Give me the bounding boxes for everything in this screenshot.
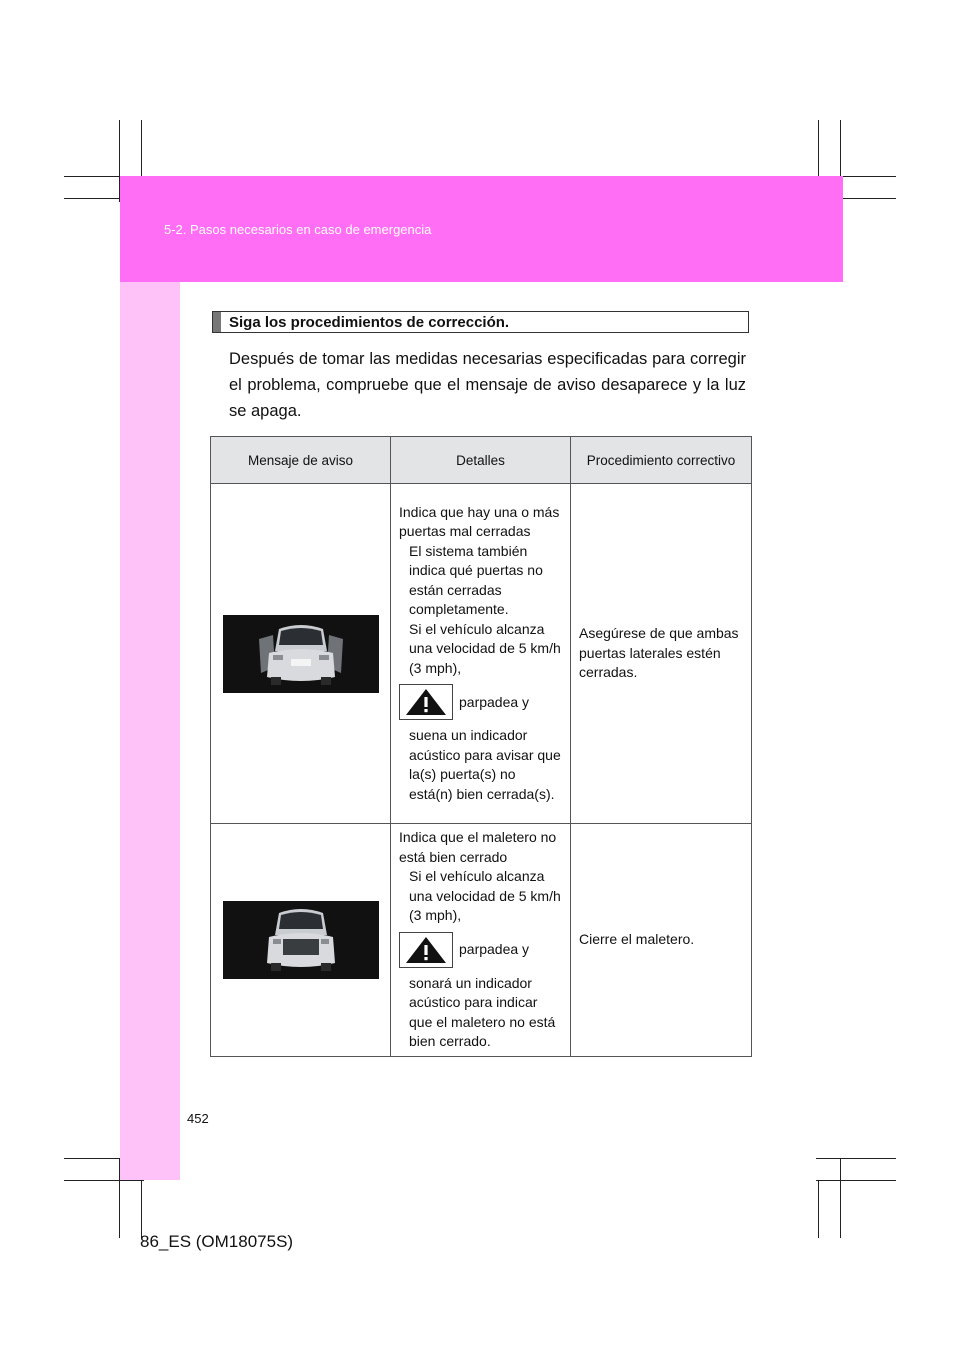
symbol-caption: parpadea y [459, 940, 530, 957]
details-text: Indica que hay una o más puertas mal cerradas [399, 503, 560, 540]
section-path: 5-2. Pasos necesarios en caso de emergencia [164, 222, 432, 237]
document-code: 86_ES (OM18075S) [140, 1232, 294, 1251]
details-cell [391, 484, 571, 824]
table-row [211, 484, 752, 824]
intro-paragraph: Después de tomar las medidas necesarias especificadas para corregir el problema, compruebe que el mensaje de aviso desaparece y la luz se apaga. [229, 350, 746, 420]
car-trunk-open-icon [223, 901, 379, 979]
step-marker [213, 312, 221, 332]
warning-message-cell [211, 824, 391, 1057]
column-header: Mensaje de aviso [211, 437, 391, 484]
warning-message-cell [211, 484, 391, 824]
crop-mark [64, 1180, 144, 1181]
details-note: Si el vehículo alcanza una velocidad de 5 km/h (3 mph), [409, 868, 561, 923]
crop-mark [818, 1180, 819, 1238]
crop-mark [141, 1180, 142, 1238]
details-note: sonará un indicador acústico para indicar que el maletero no está bien cerrado. [409, 974, 556, 1049]
column-header: Procedimiento correctivo [571, 437, 752, 484]
symbol-caption: parpadea y [459, 693, 530, 710]
warning-triangle-icon [399, 932, 453, 968]
side-band [120, 282, 180, 1180]
page-number: 452 [187, 1111, 209, 1126]
details-note: Si el vehículo alcanza una velocidad de 5 km/h (3 mph), [409, 620, 561, 676]
details-note: suena un indicador acústico para avisar que la(s) puerta(s) no está(n) bien cerrada(s). [409, 727, 561, 802]
warning-symbol-row [399, 684, 562, 720]
warning-triangle-icon [399, 684, 453, 720]
details-note: El sistema también indica qué puertas no están cerradas completamente. [409, 542, 543, 618]
step-heading [212, 311, 749, 333]
procedure-cell: Cierre el maletero. [571, 824, 752, 1057]
crop-mark [840, 1158, 841, 1238]
car-doors-open-icon [223, 615, 379, 693]
crop-mark [816, 1158, 896, 1159]
warning-symbol-row [399, 932, 562, 968]
details-text: Indica que el maletero no está bien cerrado [399, 829, 557, 865]
crop-mark [816, 1180, 896, 1181]
step-title: Siga los procedimientos de corrección. [229, 313, 510, 331]
warning-table [210, 436, 752, 1057]
column-header: Detalles [391, 437, 571, 484]
table-header-row [211, 437, 752, 484]
details-cell [391, 824, 571, 1057]
procedure-cell: Asegúrese de que ambas puertas laterales estén cerradas. [571, 484, 752, 824]
table-row [211, 824, 752, 1057]
